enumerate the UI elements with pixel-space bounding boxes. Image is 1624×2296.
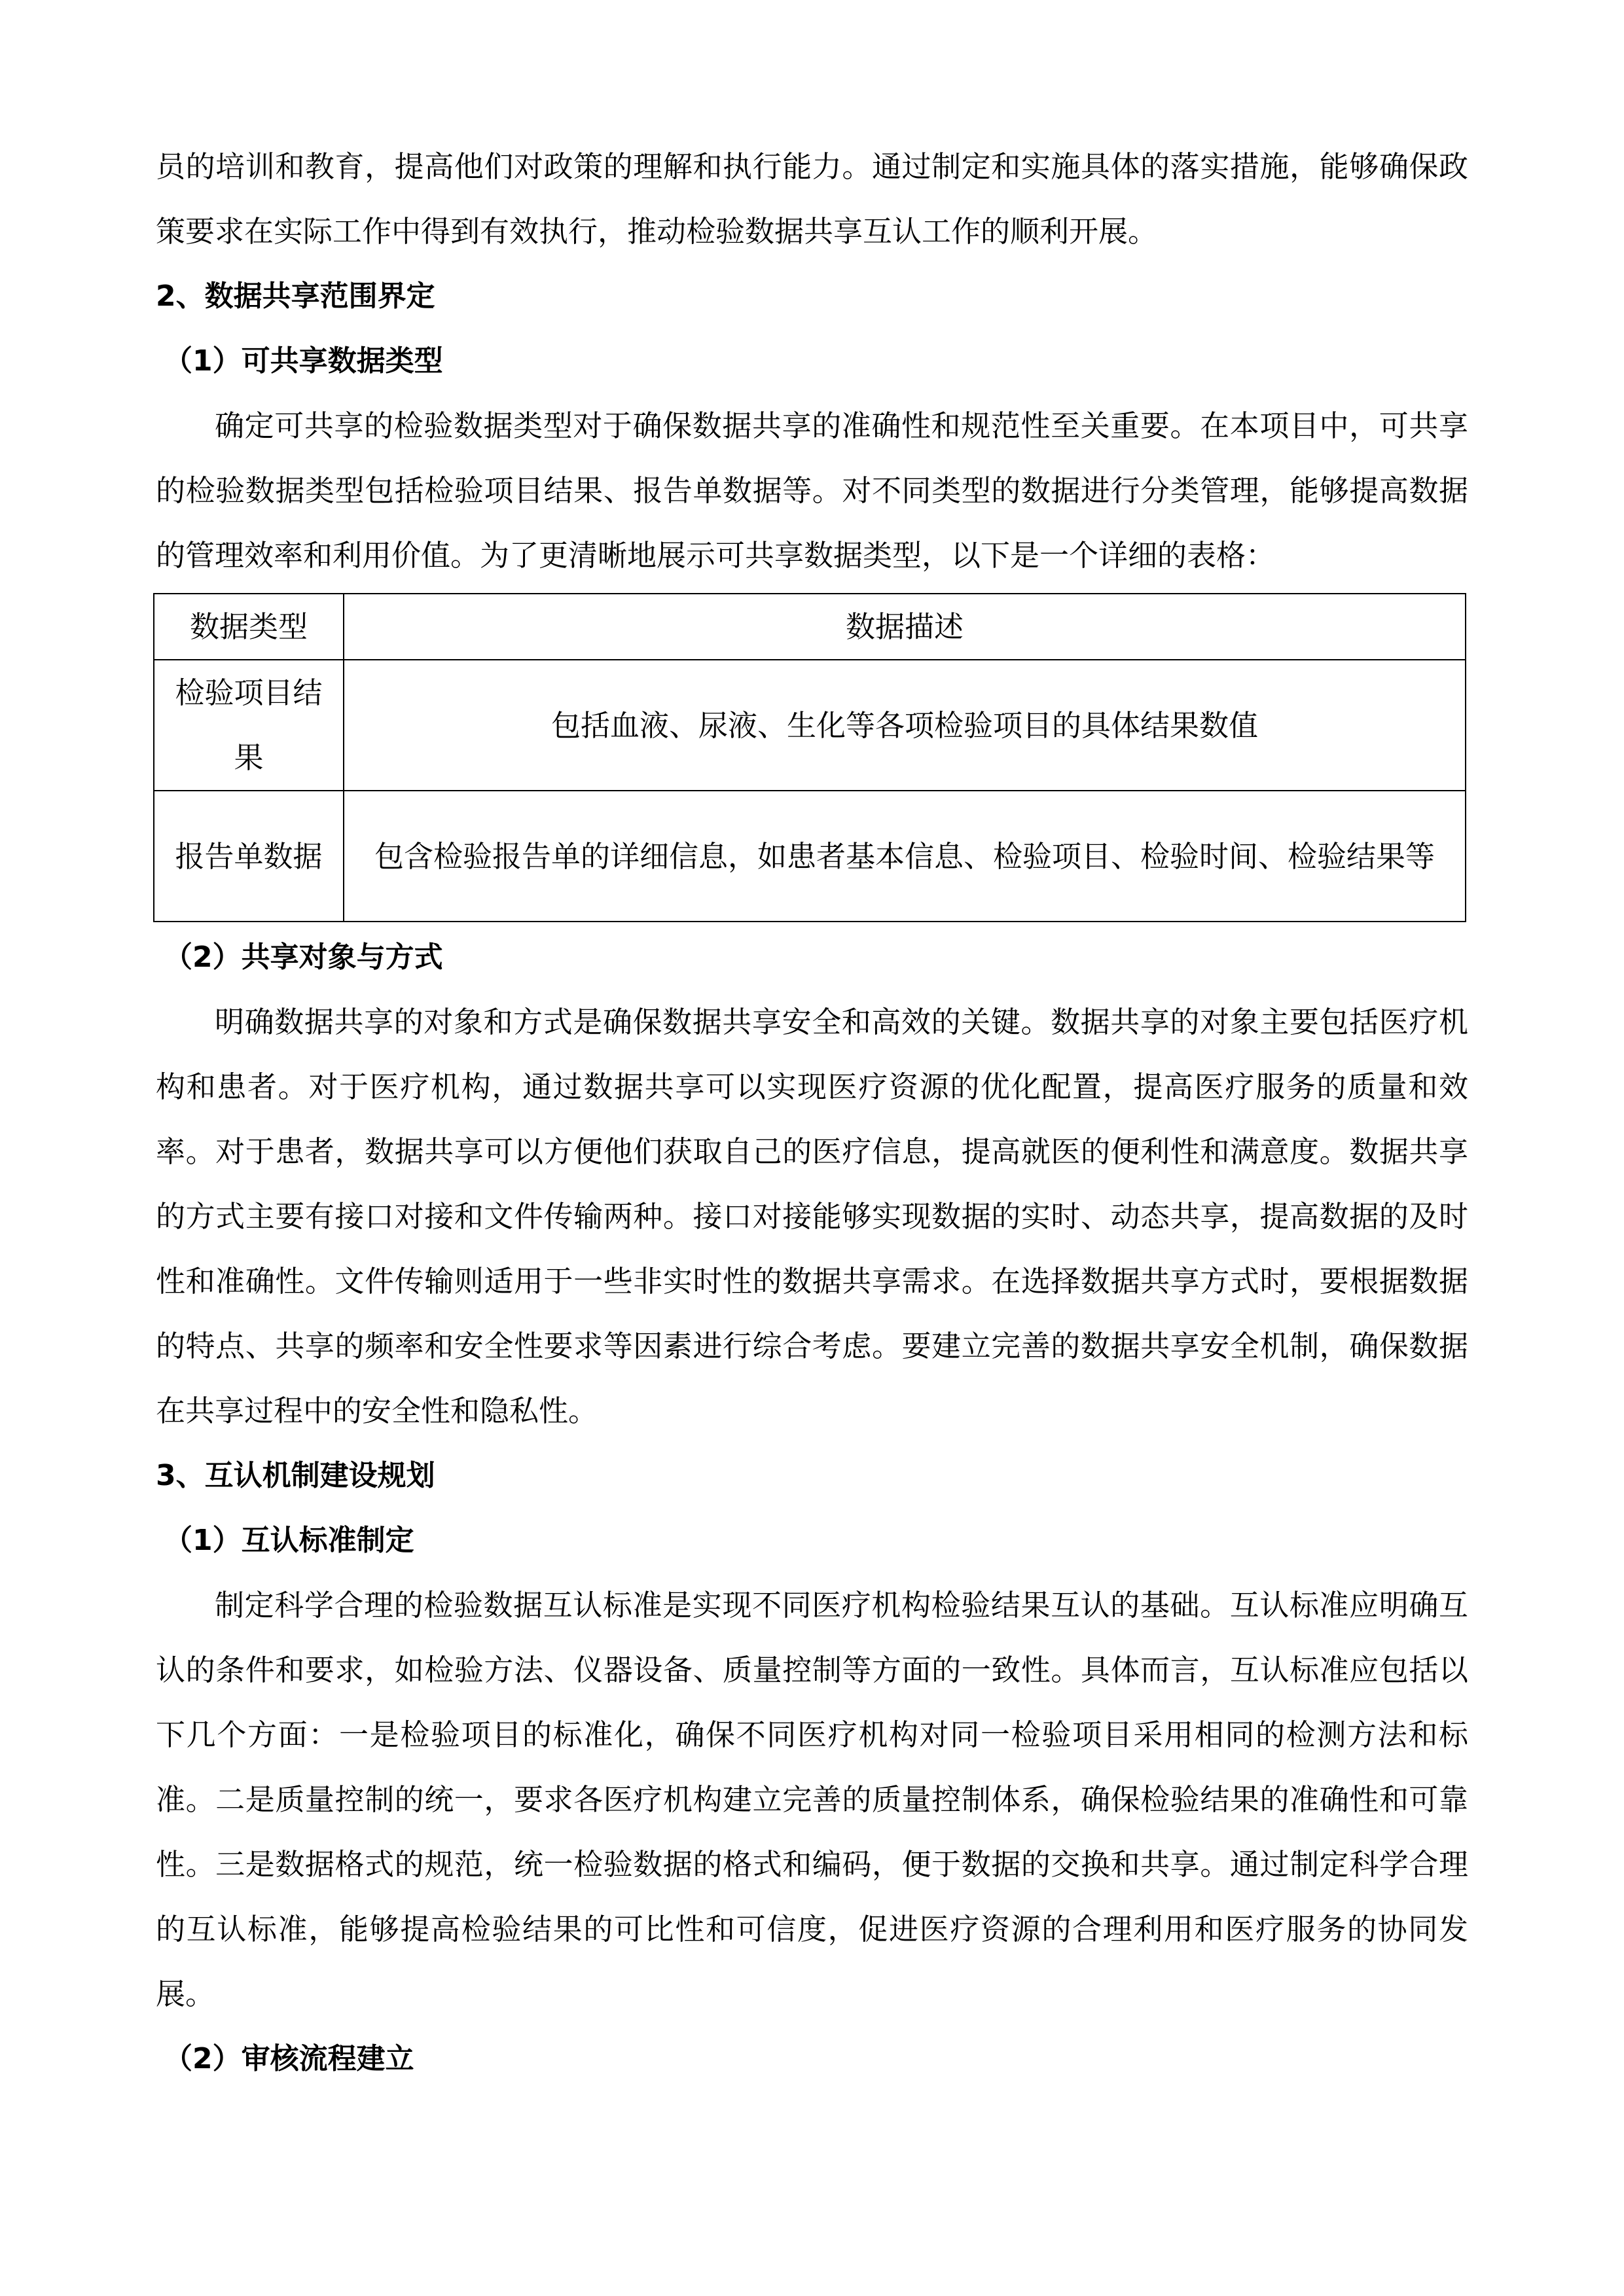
subheading-recognition-standards: （1）互认标准制定: [164, 1524, 414, 1557]
table-header-row: [154, 594, 1466, 660]
section-heading-mutual-recognition: 3、互认机制建设规划: [156, 1459, 435, 1492]
table-header-data-description: 数据描述: [344, 594, 1466, 660]
subheading-shareable-data-types: （1）可共享数据类型: [164, 344, 443, 378]
document-page: [156, 134, 1468, 2091]
table-cell-description: 包含检验报告单的详细信息，如患者基本信息、检验项目、检验时间、检验结果等: [344, 791, 1466, 922]
table-cell-type: 检验项目结果: [154, 660, 344, 791]
table-row: [154, 660, 1466, 791]
paragraph-shareable-data-types: 确定可共享的检验数据类型对于确保数据共享的准确性和规范性至关重要。在本项目中，可共享的检验数据类型包括检验项目结果、报告单数据等。对不同类型的数据进行分类管理，能够提高数据的管理效率和利用价值。为了更清晰地展示可共享数据类型，以下是一个详细的表格：: [156, 408, 1468, 573]
table-cell-description: 包括血液、尿液、生化等各项检验项目的具体结果数值: [344, 660, 1466, 791]
paragraph-sharing-targets-methods: 明确数据共享的对象和方式是确保数据共享安全和高效的关键。数据共享的对象主要包括医疗机构和患者。对于医疗机构，通过数据共享可以实现医疗资源的优化配置，提高医疗服务的质量和效率。对于患者，数据共享可以方便他们获取自己的医疗信息，提高就医的便利性和满意度。数据共享的方式主要有接口对接和文件传输两种。接口对接能够实现数据的实时、动态共享，提高数据的及时性和准确性。文件传输则适用于一些非实时性的数据共享需求。在选择数据共享方式时，要根据数据的特点、共享的频率和安全性要求等因素进行综合考虑。要建立完善的数据共享安全机制，确保数据在共享过程中的安全性和隐私性。: [156, 1005, 1468, 1428]
subheading-sharing-targets-methods: （2）共享对象与方式: [164, 941, 443, 974]
paragraph-recognition-standards: 制定科学合理的检验数据互认标准是实现不同医疗机构检验结果互认的基础。互认标准应明确互认的条件和要求，如检验方法、仪器设备、质量控制等方面的一致性。具体而言，互认标准应包括以下几个方面：一是检验项目的标准化，确保不同医疗机构对同一检验项目采用相同的检测方法和标准。二是质量控制的统一，要求各医疗机构建立完善的质量控制体系，确保检验结果的准确性和可靠性。三是数据格式的规范，统一检验数据的格式和编码，便于数据的交换和共享。通过制定科学合理的互认标准，能够提高检验结果的可比性和可信度，促进医疗资源的合理利用和医疗服务的协同发展。: [156, 1588, 1468, 2011]
subheading-review-process: （2）审核流程建立: [164, 2042, 414, 2075]
section-heading-data-sharing-scope: 2、数据共享范围界定: [156, 279, 435, 313]
table-cell-type: 报告单数据: [154, 791, 344, 922]
table-header-data-type: 数据类型: [154, 594, 344, 660]
shareable-data-table: [153, 593, 1466, 922]
table-row: [154, 791, 1466, 922]
paragraph-policy-training: 员的培训和教育，提高他们对政策的理解和执行能力。通过制定和实施具体的落实措施，能够确保政策要求在实际工作中得到有效执行，推动检验数据共享互认工作的顺利开展。: [156, 149, 1468, 249]
